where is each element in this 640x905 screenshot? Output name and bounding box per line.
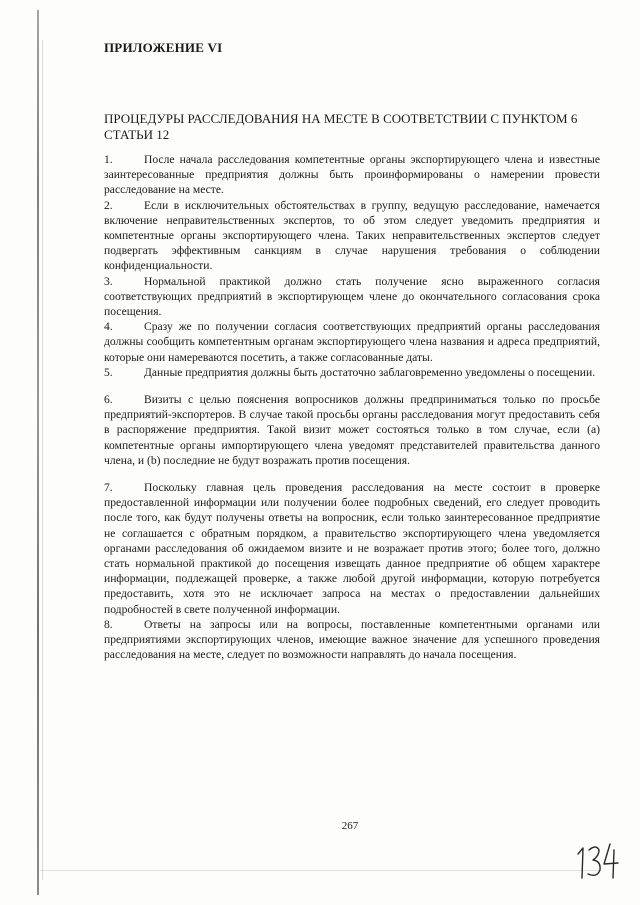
paragraph-number: 6. [104, 393, 113, 407]
scan-edge-shadow [42, 40, 43, 880]
paragraph-7 [104, 480, 600, 617]
paragraph-text: Поскольку главная цель проведения расследования на месте состоит в проверке предоставленной информации или получении более подробных сведений, его следует проводить после того, как будут получены ответы на вопросник, если только заинтересованное предприятие не соглашается с обратным порядком, а правительство экспортирующего члена уведомляется органами расследования об ожидаемом визите и не возражает против этого; более того, должно стать нормальной практикой до посещения извещать данное предприятие об общем характере информации, подлежащей проверке, а также любой другой информации, которую потребуется предоставить, хотя это не исключает запроса на местах о предоставлении дальнейших подробностей в свете полученной информации. [104, 481, 600, 616]
paragraph-text: Если в исключительных обстоятельствах в группу, ведущую расследование, намечается включение неправительственных экспертов, то об этом следует уведомить предприятия и компетентные органы экспортирующего члена. Таких неправительственных экспертов следует подвергать эффективным санкциям в случае нарушения требования о соблюдении конфиденциальности. [104, 198, 600, 273]
paragraph-3 [104, 274, 600, 320]
paragraph-text: Ответы на запросы или на вопросы, поставленные компетентными органами или предприятиями экспортирующих членов, имеющие важное значение для успешного проведения расследования на месте, следует по возможности направлять до начала посещения. [104, 617, 600, 662]
page-number: 267 [341, 820, 359, 832]
paragraph-1 [104, 152, 600, 198]
paragraph-number: 7. [104, 481, 113, 495]
paragraph-number: 8. [104, 617, 113, 631]
paragraph-number: 4. [104, 320, 113, 334]
paragraph-number: 5. [104, 365, 113, 379]
scan-bottom-edge [40, 870, 600, 871]
scan-edge [37, 10, 39, 895]
paragraph-4 [104, 319, 600, 365]
paragraph-number: 3. [104, 274, 113, 288]
paragraph-5 [104, 365, 600, 380]
appendix-title: ПРИЛОЖЕНИЕ VI [104, 40, 223, 55]
paragraph-text: Нормальной практикой должно стать получение ясно выраженного согласия соответствующих предприятий в экспортирующем члене до окончательного согласования срока посещения. [104, 274, 600, 319]
section-heading: ПРОЦЕДУРЫ РАССЛЕДОВАНИЯ НА МЕСТЕ В СООТВЕТСТВИИ С ПУНКТОМ 6 СТАТЬИ 12 [104, 111, 578, 142]
paragraph-number: 2. [104, 198, 113, 212]
paragraph-8 [104, 617, 600, 663]
body-text [104, 152, 600, 663]
paragraph-6 [104, 392, 600, 468]
paragraph-number: 1. [104, 153, 113, 166]
paragraph-text: Сразу же по получении согласия соответствующих предприятий органы расследования должны сообщить компетентным органам экспортирующего члена названия и адреса предприятий, которые они намереваются посетить, а также согласованные даты. [104, 320, 600, 364]
paragraph-2 [104, 198, 600, 274]
paragraph-text: Визиты с целью пояснения вопросников должны предприниматься только по просьбе предприятий-экспортеров. В случае такой просьбы органы расследования могут предоставить себя в распоряжение предприятия. Такой визит может состояться только в том случае, если (a) компетентные органы импортирующего члена уведомят представителей правительства данного члена, и (b) последние не будут возражать против посещения. [104, 393, 600, 467]
paragraph-text: Данные предприятия должны быть достаточно заблаговременно уведомлены о посещении. [144, 365, 596, 379]
handwritten-page-mark [574, 838, 622, 889]
paragraph-text: После начала расследования компетентные органы экспортирующего члена и известные заинтересованные предприятия должны быть проинформированы о намерении провести расследование на месте. [104, 153, 600, 197]
